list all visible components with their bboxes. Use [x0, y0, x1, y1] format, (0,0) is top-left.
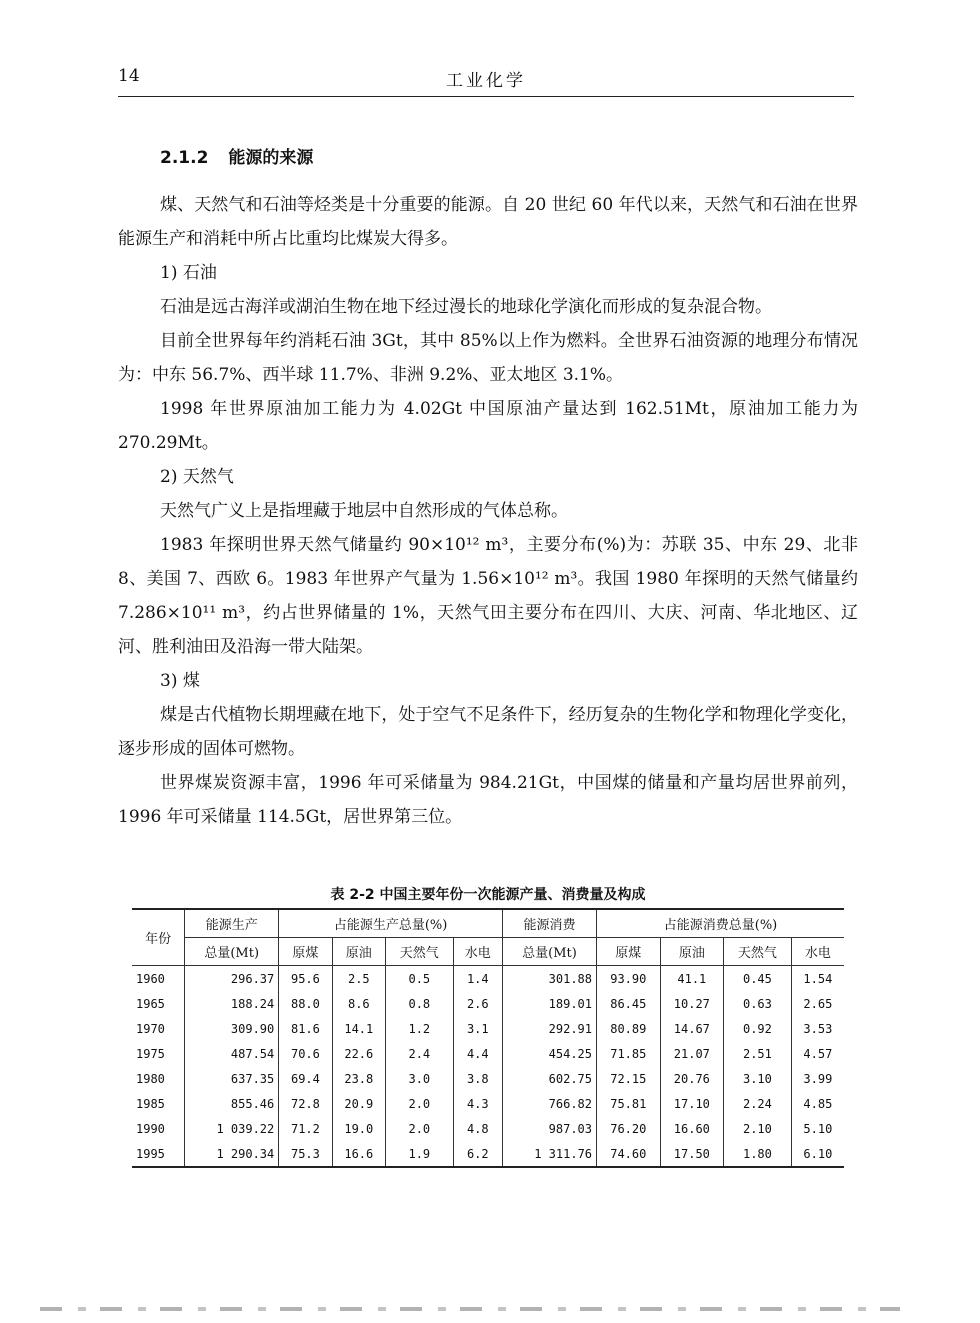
value-cell: 0.45 — [724, 966, 792, 992]
paragraph: 世界煤炭资源丰富，1996 年可采储量为 984.21Gt，中国煤的储量和产量均居世界前列，1996 年可采储量 114.5Gt，居世界第三位。 — [118, 773, 858, 827]
header-cons-coal: 原煤 — [597, 938, 661, 966]
header-prod-top: 能源生产 — [185, 909, 279, 938]
table-row — [132, 1116, 844, 1141]
value-cell: 637.35 — [185, 1066, 279, 1091]
subheading: 2) 天然气 — [160, 467, 234, 487]
section-heading — [160, 143, 313, 168]
table-row — [132, 1041, 844, 1066]
value-cell: 3.8 — [453, 1066, 502, 1091]
year-cell: 1960 — [132, 966, 185, 992]
value-cell: 1 311.76 — [502, 1141, 596, 1167]
value-cell: 1 039.22 — [185, 1116, 279, 1141]
value-cell: 1.54 — [791, 966, 844, 992]
year-cell: 1975 — [132, 1041, 185, 1066]
value-cell: 93.90 — [597, 966, 661, 992]
header-cons-gas: 天然气 — [724, 938, 792, 966]
header-rule — [118, 96, 854, 97]
value-cell: 17.50 — [660, 1141, 724, 1167]
value-cell: 75.81 — [597, 1091, 661, 1116]
subheading: 3) 煤 — [160, 671, 200, 691]
table-caption: 表 2-2 中国主要年份一次能源产量、消费量及构成 — [330, 887, 646, 903]
value-cell: 4.8 — [453, 1116, 502, 1141]
value-cell: 19.0 — [332, 1116, 385, 1141]
value-cell: 3.53 — [791, 1016, 844, 1041]
header-cons-hydro: 水电 — [791, 938, 844, 966]
header-prod-hydro: 水电 — [453, 938, 502, 966]
value-cell: 6.10 — [791, 1141, 844, 1167]
table-row — [132, 991, 844, 1016]
year-cell: 1980 — [132, 1066, 185, 1091]
value-cell: 2.6 — [453, 991, 502, 1016]
value-cell: 21.07 — [660, 1041, 724, 1066]
paragraph: 煤、天然气和石油等烃类是十分重要的能源。自 20 世纪 60 年代以来，天然气和石油在世界能源生产和消耗中所占比重均比煤炭大得多。 — [118, 195, 858, 249]
value-cell: 6.2 — [453, 1141, 502, 1167]
value-cell: 2.51 — [724, 1041, 792, 1066]
paragraph: 1998 年世界原油加工能力为 4.02Gt 中国原油产量达到 162.51Mt，原油加工能力为 270.29Mt。 — [118, 399, 858, 453]
year-cell: 1965 — [132, 991, 185, 1016]
value-cell: 10.27 — [660, 991, 724, 1016]
header-cons-group: 占能源消费总量(%) — [597, 909, 844, 938]
value-cell: 1.2 — [386, 1016, 454, 1041]
paragraph: 天然气广义上是指埋藏于地层中自然形成的气体总称。 — [160, 501, 568, 521]
value-cell: 72.15 — [597, 1066, 661, 1091]
value-cell: 0.5 — [386, 966, 454, 992]
table-row — [132, 1066, 844, 1091]
value-cell: 16.60 — [660, 1116, 724, 1141]
value-cell: 454.25 — [502, 1041, 596, 1066]
scan-bottom-artifact — [40, 1307, 900, 1311]
value-cell: 86.45 — [597, 991, 661, 1016]
value-cell: 81.6 — [279, 1016, 332, 1041]
header-prod-coal: 原煤 — [279, 938, 332, 966]
value-cell: 2.5 — [332, 966, 385, 992]
value-cell: 5.10 — [791, 1116, 844, 1141]
value-cell: 292.91 — [502, 1016, 596, 1041]
value-cell: 74.60 — [597, 1141, 661, 1167]
value-cell: 17.10 — [660, 1091, 724, 1116]
value-cell: 88.0 — [279, 991, 332, 1016]
value-cell: 8.6 — [332, 991, 385, 1016]
energy-table — [132, 908, 844, 1168]
value-cell: 22.6 — [332, 1041, 385, 1066]
value-cell: 855.46 — [185, 1091, 279, 1116]
value-cell: 309.90 — [185, 1016, 279, 1041]
value-cell: 2.10 — [724, 1116, 792, 1141]
section-number: 2.1.2 — [160, 148, 209, 168]
year-cell: 1990 — [132, 1116, 185, 1141]
paragraph: 目前全世界每年约消耗石油 3Gt，其中 85%以上作为燃料。全世界石油资源的地理分布情况为：中东 56.7%、西半球 11.7%、非洲 9.2%、亚太地区 3.1%。 — [118, 331, 858, 385]
paragraph: 石油是远古海洋或湖泊生物在地下经过漫长的地球化学演化而形成的复杂混合物。 — [160, 297, 772, 317]
body-text — [118, 188, 858, 834]
value-cell: 76.20 — [597, 1116, 661, 1141]
header-cons-top: 能源消费 — [502, 909, 596, 938]
value-cell: 0.92 — [724, 1016, 792, 1041]
page-number: 14 — [118, 66, 140, 86]
value-cell: 2.0 — [386, 1091, 454, 1116]
value-cell: 602.75 — [502, 1066, 596, 1091]
header-prod-gas: 天然气 — [386, 938, 454, 966]
value-cell: 0.63 — [724, 991, 792, 1016]
value-cell: 4.4 — [453, 1041, 502, 1066]
year-cell: 1970 — [132, 1016, 185, 1041]
header-prod-oil: 原油 — [332, 938, 385, 966]
header-year: 年份 — [132, 909, 185, 966]
value-cell: 20.76 — [660, 1066, 724, 1091]
table-row — [132, 1016, 844, 1041]
value-cell: 766.82 — [502, 1091, 596, 1116]
table-row — [132, 966, 844, 992]
value-cell: 20.9 — [332, 1091, 385, 1116]
table-row — [132, 1091, 844, 1116]
value-cell: 189.01 — [502, 991, 596, 1016]
page-header — [118, 66, 854, 100]
table-row — [132, 1141, 844, 1167]
value-cell: 296.37 — [185, 966, 279, 992]
value-cell: 3.99 — [791, 1066, 844, 1091]
value-cell: 987.03 — [502, 1116, 596, 1141]
value-cell: 70.6 — [279, 1041, 332, 1066]
value-cell: 80.89 — [597, 1016, 661, 1041]
value-cell: 95.6 — [279, 966, 332, 992]
year-cell: 1995 — [132, 1141, 185, 1167]
header-cons-bottom: 总量(Mt) — [502, 938, 596, 966]
year-cell: 1985 — [132, 1091, 185, 1116]
header-cons-oil: 原油 — [660, 938, 724, 966]
value-cell: 23.8 — [332, 1066, 385, 1091]
value-cell: 72.8 — [279, 1091, 332, 1116]
value-cell: 1 290.34 — [185, 1141, 279, 1167]
value-cell: 1.9 — [386, 1141, 454, 1167]
value-cell: 75.3 — [279, 1141, 332, 1167]
section-title: 能源的来源 — [228, 148, 314, 168]
value-cell: 4.3 — [453, 1091, 502, 1116]
value-cell: 71.2 — [279, 1116, 332, 1141]
value-cell: 2.0 — [386, 1116, 454, 1141]
value-cell: 0.8 — [386, 991, 454, 1016]
value-cell: 16.6 — [332, 1141, 385, 1167]
value-cell: 41.1 — [660, 966, 724, 992]
paragraph: 煤是古代植物长期埋藏在地下，处于空气不足条件下，经历复杂的生物化学和物理化学变化，逐步形成的固体可燃物。 — [118, 705, 858, 759]
value-cell: 188.24 — [185, 991, 279, 1016]
value-cell: 14.1 — [332, 1016, 385, 1041]
value-cell: 301.88 — [502, 966, 596, 992]
value-cell: 3.0 — [386, 1066, 454, 1091]
value-cell: 2.24 — [724, 1091, 792, 1116]
value-cell: 1.4 — [453, 966, 502, 992]
value-cell: 3.1 — [453, 1016, 502, 1041]
value-cell: 487.54 — [185, 1041, 279, 1066]
paragraph: 1983 年探明世界天然气储量约 90×10¹² m³，主要分布(%)为：苏联 35、中东 29、北非 8、美国 7、西欧 6。1983 年世界产气量为 1.56×10¹² m³。我国 1980 年探明的天然气储量约 7.286×10¹¹ m³，约占世界储量的 1%，天然气田主要分布在四川、大庆、河南、华北地区、辽河、胜利油田及沿海一带大陆架。 — [118, 535, 858, 657]
value-cell: 2.65 — [791, 991, 844, 1016]
value-cell: 3.10 — [724, 1066, 792, 1091]
value-cell: 71.85 — [597, 1041, 661, 1066]
value-cell: 2.4 — [386, 1041, 454, 1066]
value-cell: 14.67 — [660, 1016, 724, 1041]
subheading: 1) 石油 — [160, 263, 217, 283]
value-cell: 4.85 — [791, 1091, 844, 1116]
value-cell: 1.80 — [724, 1141, 792, 1167]
header-prod-group: 占能源生产总量(%) — [279, 909, 503, 938]
header-prod-bottom: 总量(Mt) — [185, 938, 279, 966]
value-cell: 4.57 — [791, 1041, 844, 1066]
running-title: 工业化学 — [446, 71, 526, 91]
value-cell: 69.4 — [279, 1066, 332, 1091]
